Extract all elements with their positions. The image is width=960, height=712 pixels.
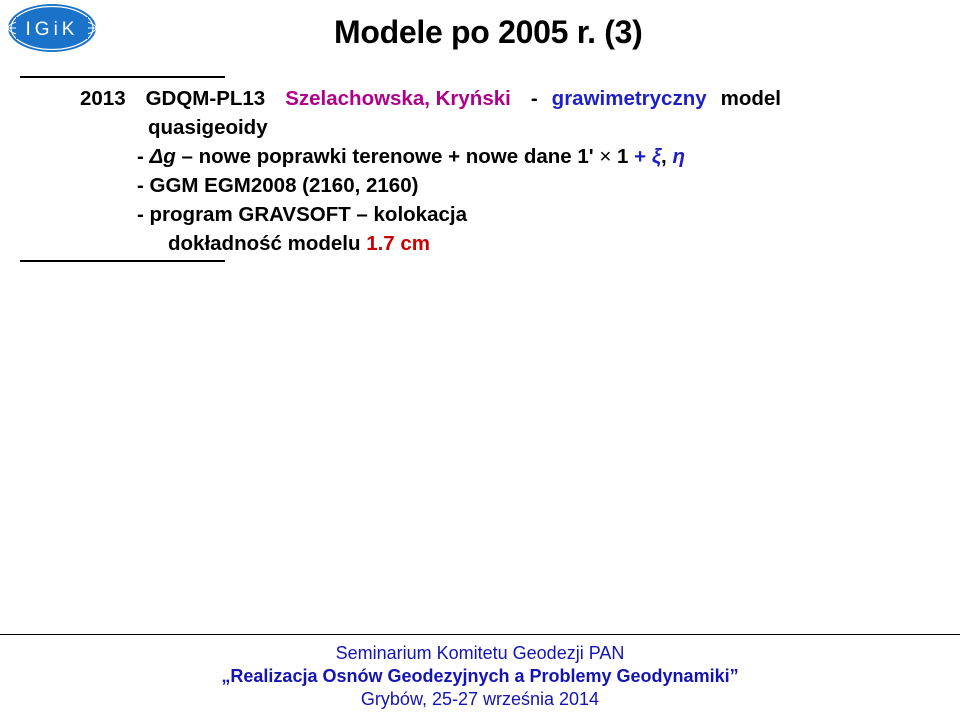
entry-line xyxy=(80,84,950,113)
item-delta-g: - Δg – nowe poprawki terenowe + nowe dane 1' × 1 + ξ, η xyxy=(137,145,685,168)
accuracy-label: dokładność modelu xyxy=(168,232,367,255)
footer xyxy=(0,642,960,711)
slide-title: Modele po 2005 r. (3) xyxy=(334,14,643,50)
times-symbol: × xyxy=(599,145,612,168)
accuracy-value: 1.7 cm xyxy=(366,232,431,255)
igik-logo xyxy=(6,2,98,54)
entry-model: GDQM-PL13 xyxy=(145,87,266,110)
item-program: - program GRAVSOFT – kolokacja xyxy=(137,203,467,226)
entry-type-word: grawimetryczny xyxy=(551,87,707,110)
footer-line-1: Seminarium Komitetu Geodezji PAN xyxy=(335,643,625,663)
entry-year: 2013 xyxy=(80,87,126,110)
top-divider xyxy=(20,76,225,78)
delta-g-symbol: Δg xyxy=(149,145,176,168)
xi-symbol: ξ xyxy=(651,145,662,168)
bottom-divider xyxy=(20,260,225,262)
entry-model-word: model xyxy=(720,87,781,110)
eta-symbol: η xyxy=(672,145,685,168)
footer-divider xyxy=(0,634,960,635)
logo-text: IGiK xyxy=(25,19,79,40)
entry-second-line: quasigeoidy xyxy=(148,116,268,139)
entry-authors: Szelachowska, Kryński xyxy=(285,87,511,110)
slide-content xyxy=(80,84,950,258)
footer-line-3: Grybów, 25-27 września 2014 xyxy=(360,689,600,709)
entry-dash: - xyxy=(530,87,538,110)
item-ggm: - GGM EGM2008 (2160, 2160) xyxy=(137,174,419,197)
accuracy-line xyxy=(80,229,950,258)
footer-line-2: „Realizacja Osnów Geodezyjnych a Problemy Geodynamiki” xyxy=(221,666,739,686)
